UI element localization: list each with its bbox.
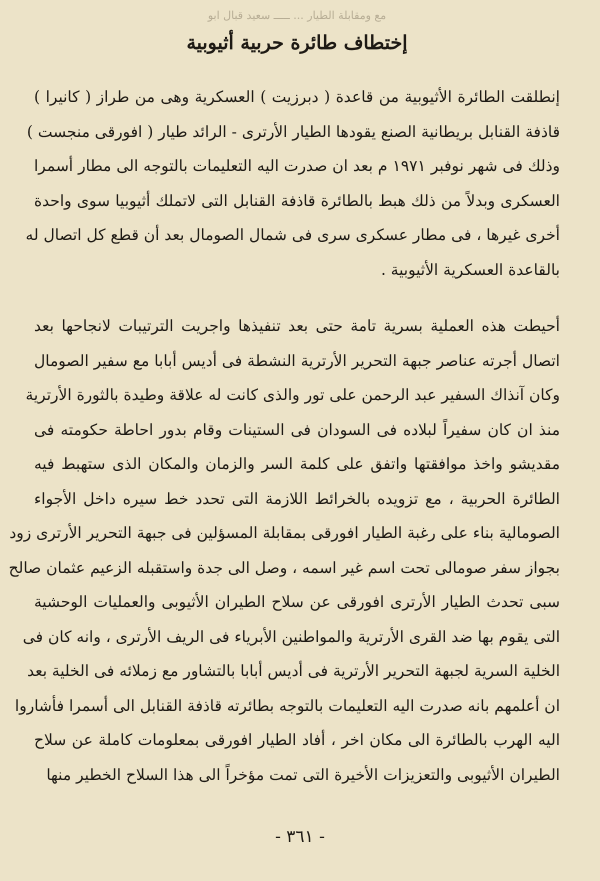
body-text: [8, 80, 561, 792]
paragraph: [8, 309, 560, 792]
text-line: اليه الهرب بالطائرة الى مكان اخر ، أفاد الطيار افورقى بمعلومات كاملة عن سلاح: [34, 731, 560, 749]
paragraph-gap: [34, 287, 560, 309]
text-line: قاذفة القنابل بريطانية الصنع يقودها الطيار الأرترى - الرائد طيار ( افورقى منجست ): [26, 122, 560, 141]
text-line: الطيران الأثيوبى والتعزيزات الأخيرة التى تمت مؤخراً الى هذا السلاح الخطير منها: [46, 765, 560, 784]
page-title: إختطاف طائرة حربية أثيوبية: [186, 32, 408, 54]
text-line: ان أعلمهم بانه صدرت اليه التعليمات بالتوجه بطائرته قاذفة القنابل الى أسمرا فأشاروا: [14, 696, 560, 715]
text-line: أحيطت هذه العملية بسرية تامة حتى بعد تنفيذها واجريت الترتيبات لانجاحها بعد: [34, 317, 560, 335]
previous-page-bleed-text: مع ومقابلة الطيار ... ـــــ سعيد قبال ابو: [207, 9, 387, 22]
page-number: - ٣٦١ -: [275, 827, 325, 847]
text-line: وكان آنذاك السفير عبد الرحمن على تور والذى كانت له علاقة وطيدة بالثورة الأرترية: [25, 386, 560, 404]
text-line: سبى تحدث الطيار الأرترى افورقى عن سلاح الطيران الأثيوبى والعمليات الوحشية: [34, 593, 560, 611]
text-line: التى يقوم بها ضد القرى الأرترية والمواطنين الأبرياء فى الريف الأرترى ، وانه كان فى: [22, 627, 560, 646]
text-line: أخرى غيرها ، فى مطار عسكرى سرى فى شمال الصومال بعد أن قطع كل اتصال له: [25, 226, 560, 244]
text-line: إنطلقت الطائرة الأثيوبية من قاعدة ( دبرزيت ) العسكرية وهى من طراز ( كانيرا ): [34, 88, 560, 106]
text-line: بجواز سفر صومالى تحت اسم غير اسمه ، وصل الى جدة واستقبله الزعيم عثمان صالح: [8, 558, 560, 577]
text-line: وذلك فى شهر نوفبر ١٩٧١ م بعد ان صدرت اليه التعليمات بالتوجه الى مطار أسمرا: [34, 157, 561, 175]
text-line: بالقاعدة العسكرية الأثيوبية .: [380, 260, 560, 279]
text-line: مقديشو واخذ موافقتها واتفق على كلمة السر والزمان والمكان الذى ستهبط فيه: [34, 455, 560, 473]
paragraph: [25, 80, 561, 287]
text-line: الطائرة الحربية ، مع تزويده بالخرائط اللازمة التى تحدد خط سيره داخل الأجواء: [34, 489, 560, 508]
text-line: الصومالية بناء على رغبة الطيار افورقى بمقابلة المسؤلين فى جبهة التحرير الأرترى زود: [9, 524, 560, 542]
text-line: الخلية السرية لجبهة التحرير الأرترية فى أديس أبابا بالتشاور مع زملائه فى الخلية بعد: [27, 662, 560, 680]
text-line: العسكرى وبدلاً من ذلك هبط بالطائرة قاذفة القنابل التى لاتملك أثيوبيا سوى واحدة: [34, 191, 560, 210]
text-line: منذ ان كان سفيراً لبلاده فى السودان فى الستينات وقام بدور احاطة حكومته فى: [34, 420, 560, 439]
text-line: اتصال أجرته عناصر جبهة التحرير الأرترية النشطة فى أديس أبابا مع سفير الصومال: [34, 351, 560, 370]
